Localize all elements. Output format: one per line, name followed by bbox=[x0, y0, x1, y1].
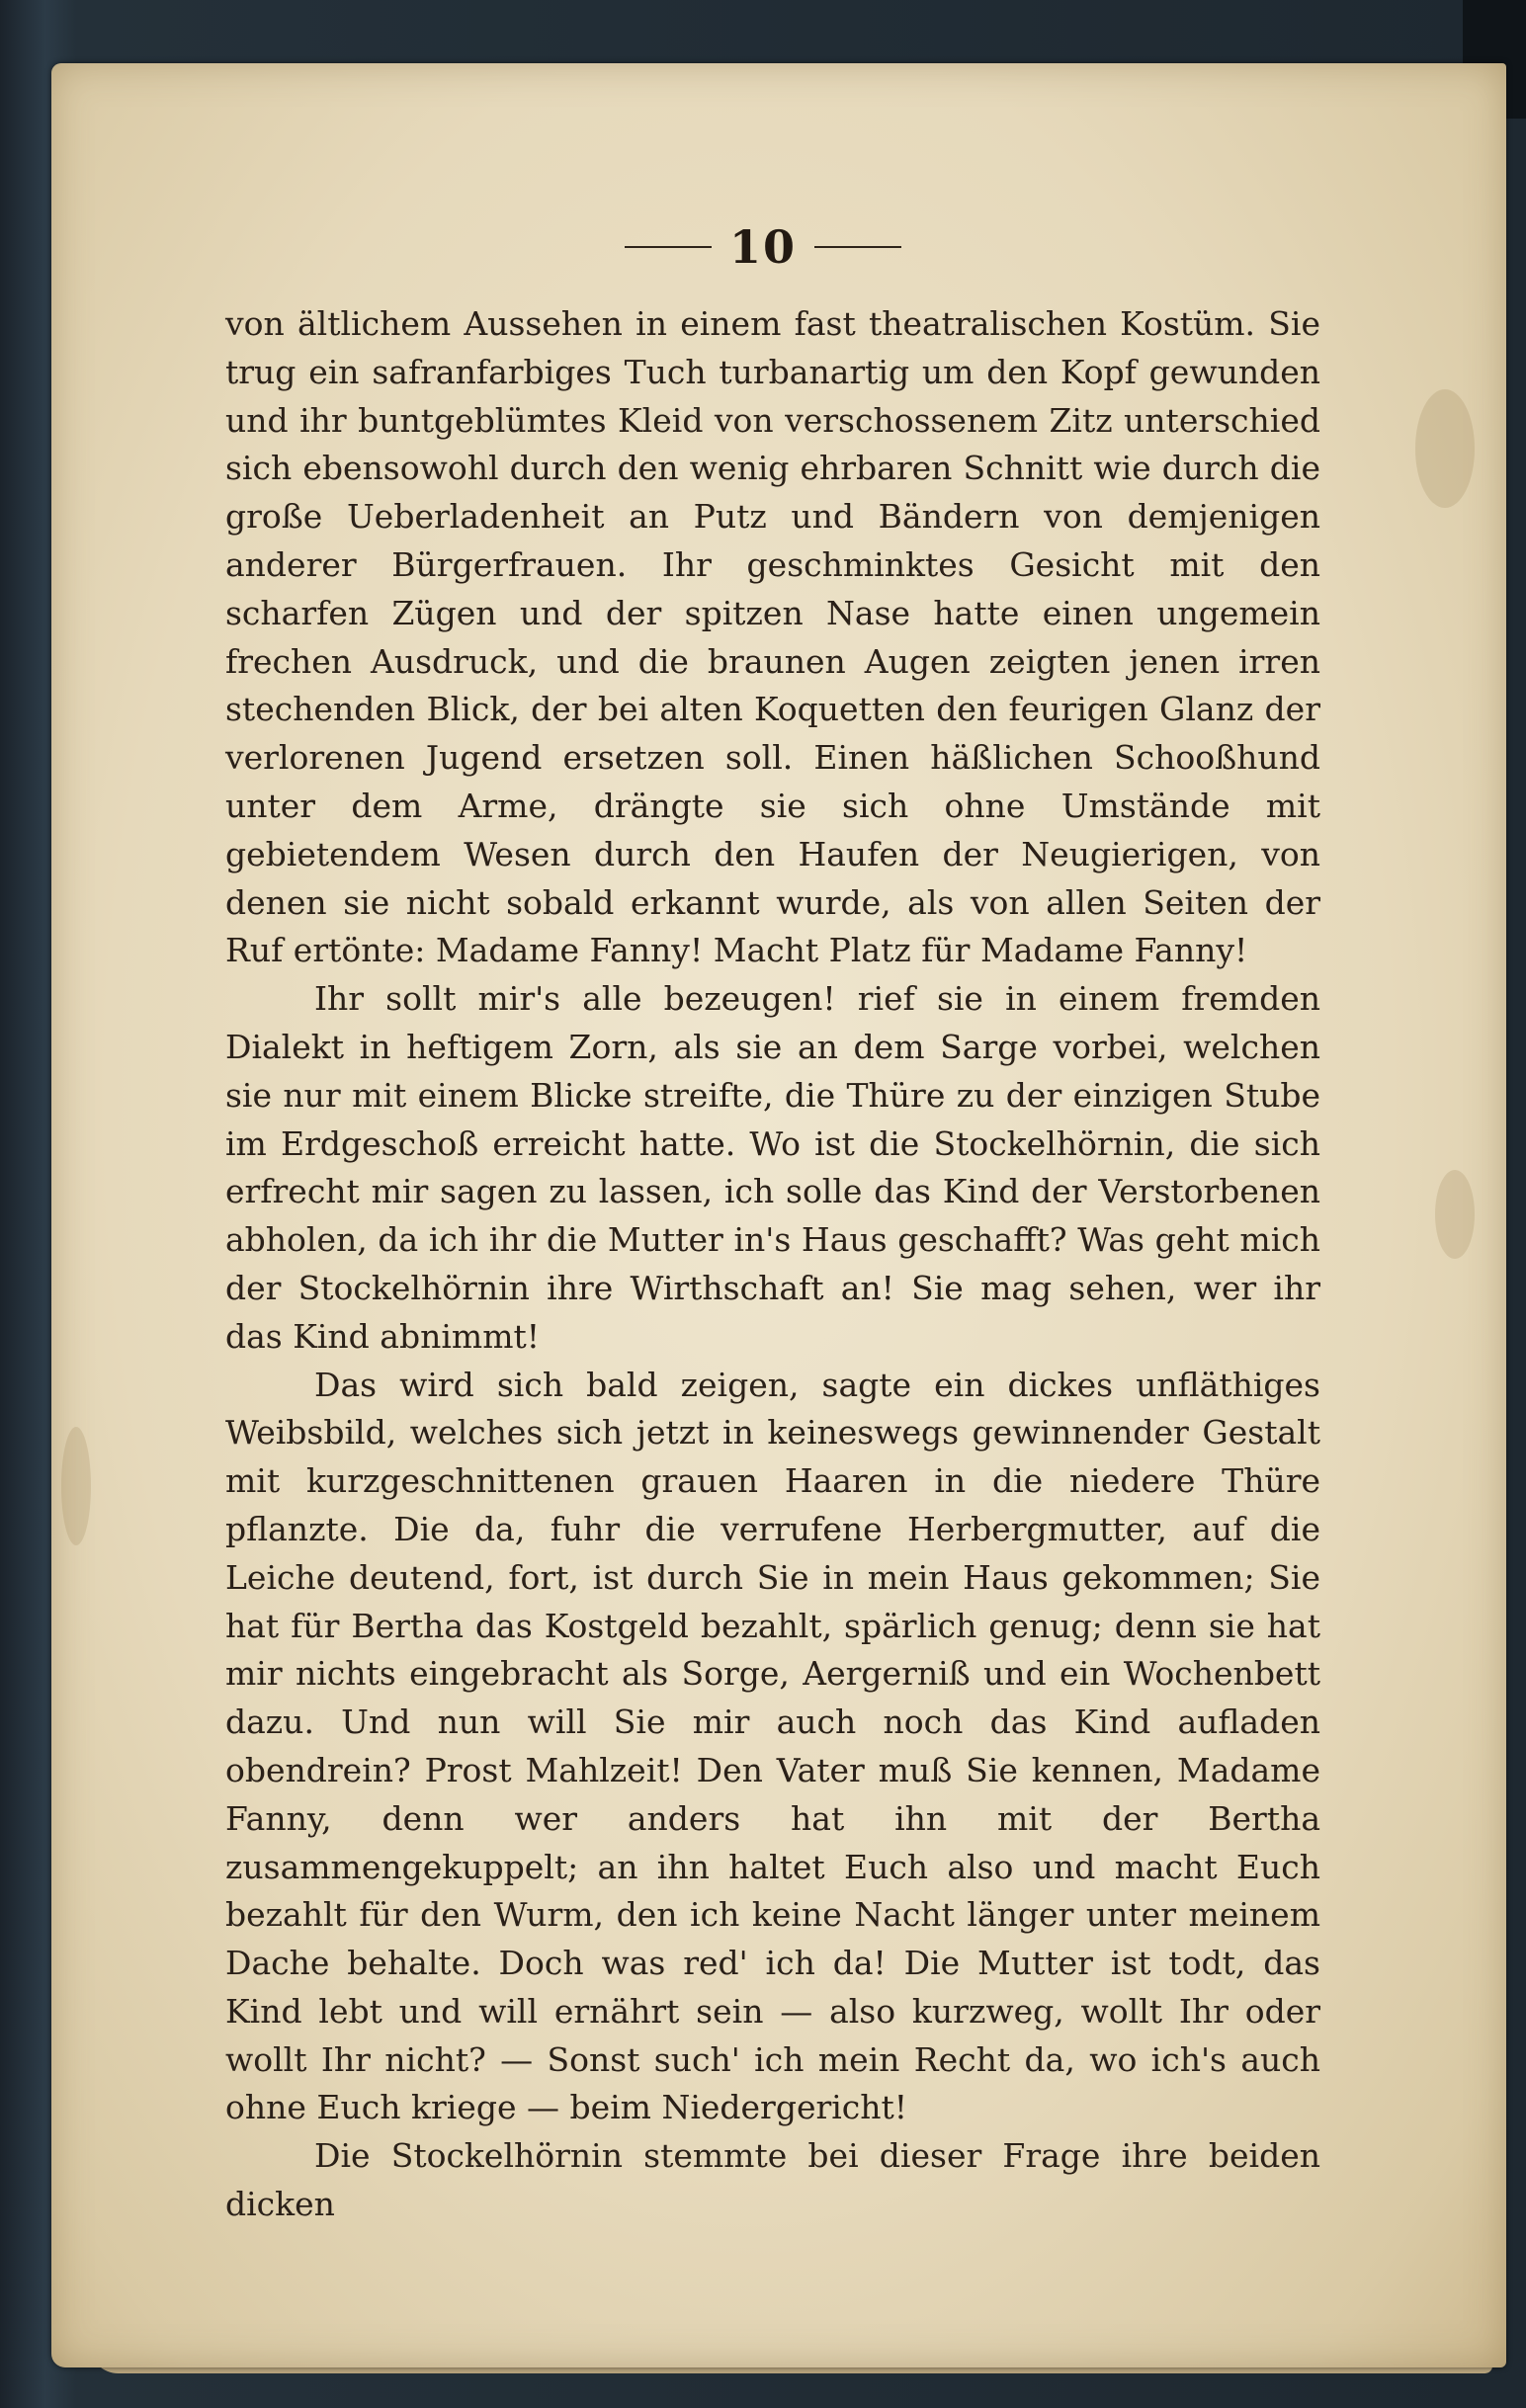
paper-stain bbox=[1415, 389, 1475, 508]
header-rule-left bbox=[625, 246, 712, 248]
paragraph: Die Stockelhörnin stemmte bei dieser Frage ihre beiden dicken bbox=[225, 2136, 1320, 2224]
paragraph: Das wird sich bald zeigen, sagte ein dickes unfläthiges Weibsbild, welches sich jetzt in keineswegs gewinnender Gestalt mit kurzgeschnittenen grauen Haaren in die niedere Thüre pflanzte. Die da, fuhr die verrufene Herbergmutter, auf die Leiche deutend, fort, ist durch Sie in mein Haus gekommen; Sie hat für Bertha das Kostgeld bezahlt, spärlich genug; denn sie hat mir nichts eingebracht als Sorge, Aergerniß und ein Wochenbett dazu. Und nun will Sie mir auch noch das Kind aufladen obendrein? Prost Mahlzeit! Den Vater muß Sie kennen, Madame Fanny, denn wer anders hat ihn mit der Bertha zusammengekuppelt; an ihn haltet Euch also und macht Euch bezahlt für den Wurm, den ich keine Nacht länger unter meinem Dache behalte. Doch was red' ich da! Die Mutter ist todt, das Kind lebt und will ernährt sein — also kurzweg, wollt Ihr oder wollt Ihr nicht? — Sonst such' ich mein Recht da, wo ich's auch ohne Euch kriege — beim Niedergericht! bbox=[225, 1365, 1320, 2127]
page-header bbox=[0, 219, 1526, 275]
paper-stain bbox=[1435, 1170, 1475, 1259]
paragraph: Ihr sollt mir's alle bezeugen! rief sie in einem fremden Dialekt in heftigem Zorn, als sie an dem Sarge vorbei, welchen sie nur mit einem Blicke streifte, die Thüre zu der einzigen Stube im Erdgeschoß erreicht hatte. Wo ist die Stockelhörnin, die sich erfrecht mir sagen zu lassen, ich solle das Kind der Verstorbenen abholen, da ich ihr die Mutter in's Haus geschafft? Was geht mich der Stockelhörnin ihre Wirthschaft an! Sie mag sehen, wer ihr das Kind abnimmt! bbox=[225, 979, 1320, 1356]
body-text bbox=[225, 300, 1320, 2229]
header-rule-right bbox=[814, 246, 901, 248]
paragraph: von ältlichem Aussehen in einem fast theatralischen Kostüm. Sie trug ein safranfarbiges Tuch turbanartig um den Kopf gewunden und ihr buntgeblümtes Kleid von verschossenem Zitz unterschied sich ebensowohl durch den wenig ehrbaren Schnitt wie durch die große Ueberladenheit an Putz und Bändern von demjenigen anderer Bürgerfrauen. Ihr geschminktes Gesicht mit den scharfen Zügen und der spitzen Nase hatte einen ungemein frechen Ausdruck, und die braunen Augen zeigten jenen irren stechenden Blick, der bei alten Koquetten den feurigen Glanz der verlorenen Jugend ersetzen soll. Einen häßlichen Schooßhund unter dem Arme, drängte sie sich ohne Umstände mit gebietendem Wesen durch den Haufen der Neugierigen, von denen sie nicht sobald erkannt wurde, als von allen Seiten der Ruf ertönte: Madame Fanny! Macht Platz für Madame Fanny! bbox=[225, 304, 1320, 970]
page-number: 10 bbox=[728, 220, 797, 274]
paper-stain bbox=[61, 1427, 91, 1545]
